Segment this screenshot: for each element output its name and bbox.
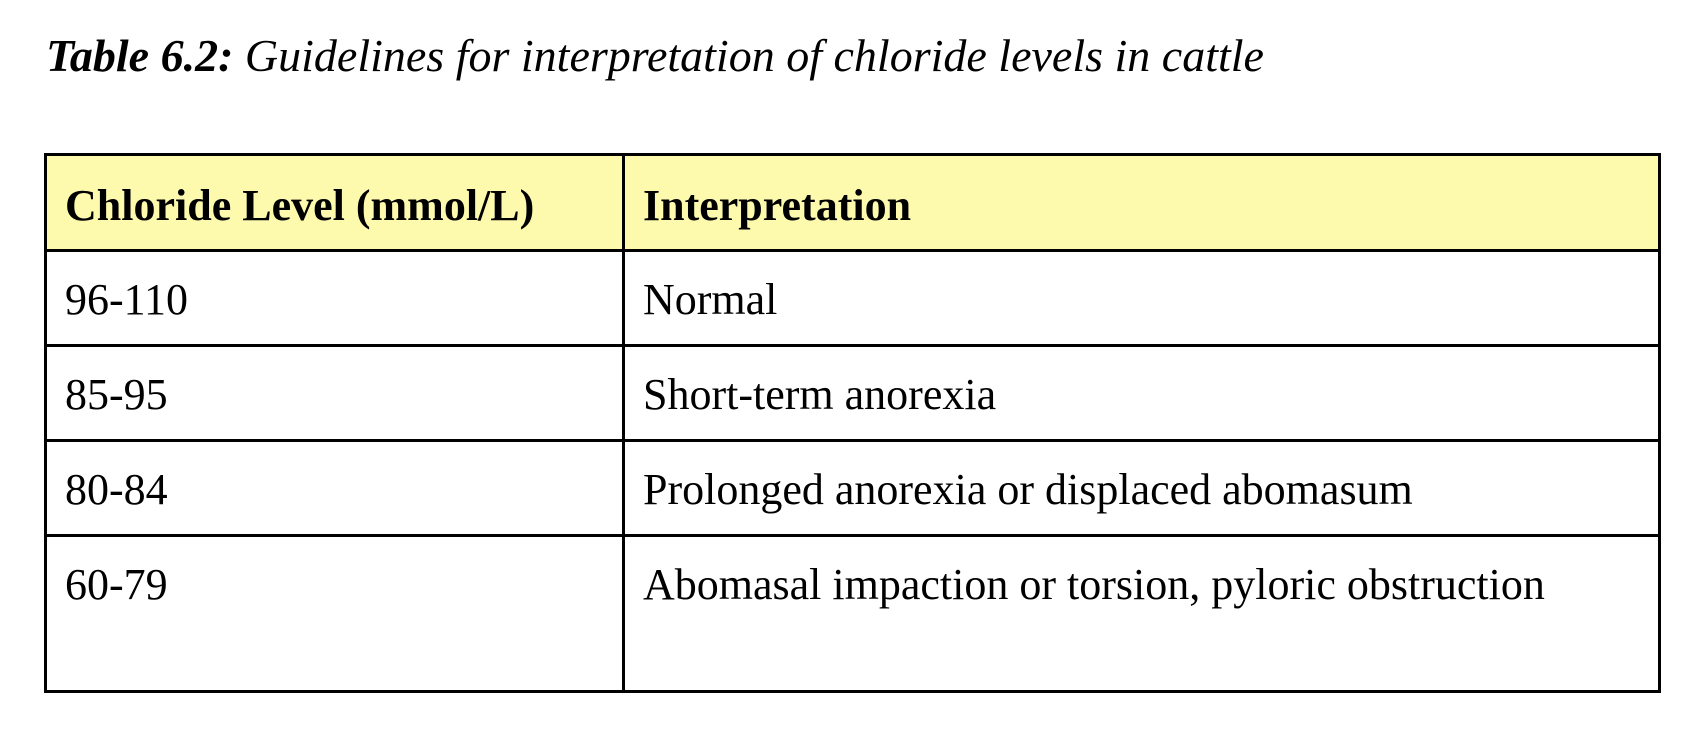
table-header [46, 155, 1660, 251]
table-number: Table 6.2: [46, 30, 234, 81]
header-interpretation: Interpretation [624, 155, 1660, 251]
table-row [46, 441, 1660, 536]
table-row [46, 251, 1660, 346]
table-row [46, 346, 1660, 441]
chloride-level-cell: 60-79 [46, 536, 624, 692]
chloride-level-cell: 85-95 [46, 346, 624, 441]
chloride-level-cell: 96-110 [46, 251, 624, 346]
interpretation-cell: Short-term anorexia [624, 346, 1660, 441]
interpretation-cell: Normal [624, 251, 1660, 346]
chloride-table [44, 153, 1661, 693]
table-caption [46, 26, 1264, 86]
table-title: Guidelines for interpretation of chloride levels in cattle [244, 30, 1264, 81]
table-body [46, 251, 1660, 692]
interpretation-cell: Abomasal impaction or torsion, pyloric obstruction [624, 536, 1660, 692]
table-row [46, 536, 1660, 692]
chloride-level-cell: 80-84 [46, 441, 624, 536]
header-chloride-level: Chloride Level (mmol/L) [46, 155, 624, 251]
header-row [46, 155, 1660, 251]
interpretation-cell: Prolonged anorexia or displaced abomasum [624, 441, 1660, 536]
